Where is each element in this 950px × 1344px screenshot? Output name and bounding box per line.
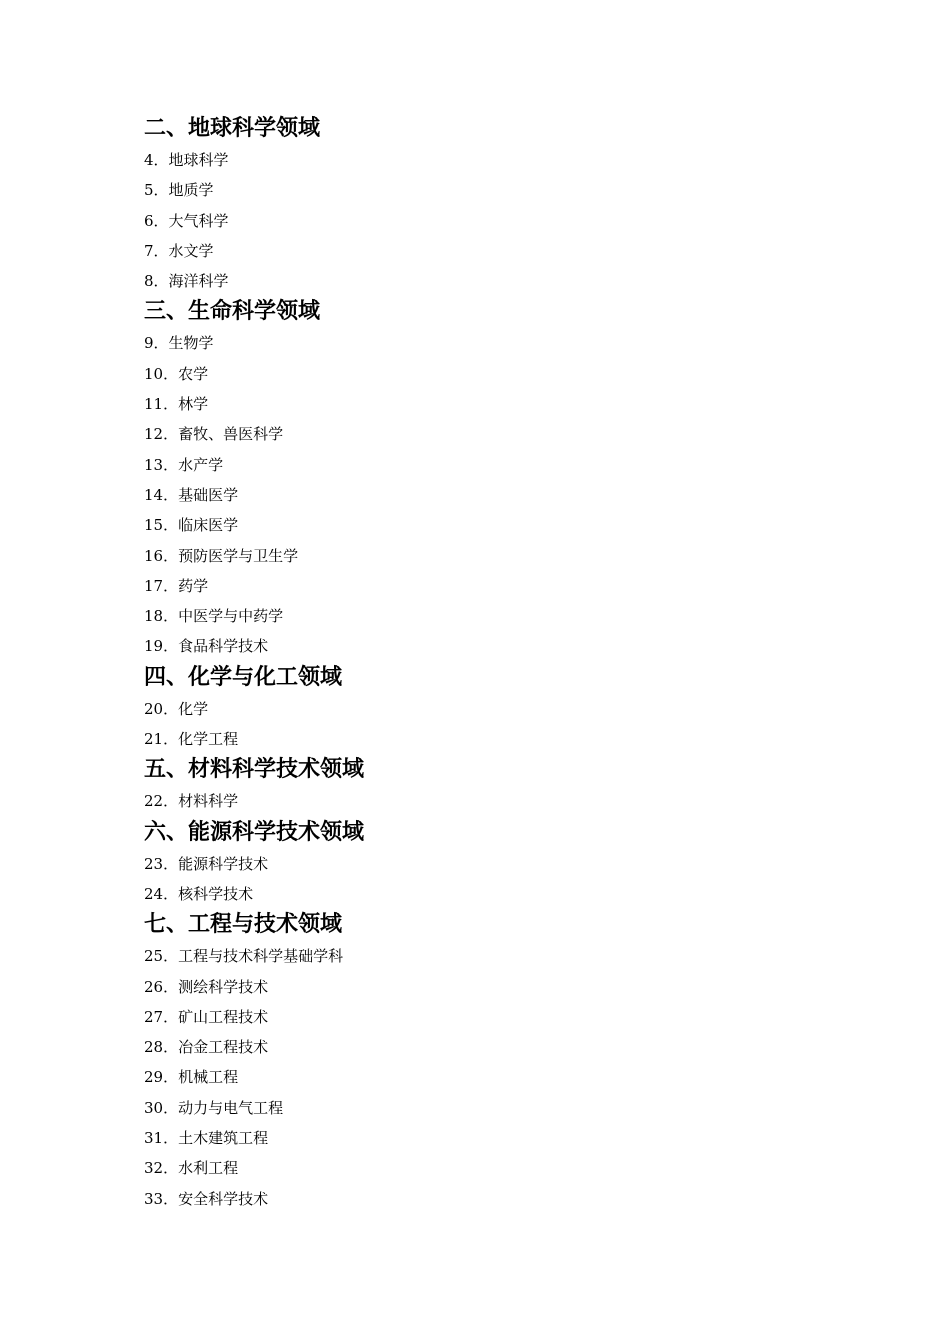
list-item: 10．农学	[144, 364, 209, 383]
list-item: 24．核科学技术	[144, 884, 254, 903]
list-item: 15．临床医学	[144, 516, 239, 535]
list-item: 33．安全科学技术	[144, 1189, 269, 1208]
list-item: 17．药学	[144, 576, 209, 595]
list-item: 19．食品科学技术	[144, 637, 269, 656]
list-item: 20．化学	[144, 699, 209, 718]
list-item: 18．中医学与中药学	[144, 607, 284, 626]
list-item: 4．地球科学	[144, 151, 229, 169]
document-page	[144, 113, 844, 1214]
section-life-science	[144, 296, 844, 661]
list-item: 29．机械工程	[144, 1068, 239, 1087]
section-title: 七、工程与技术领域	[144, 912, 343, 938]
list-item: 12．畜牧、兽医科学	[144, 425, 284, 444]
list-item: 16．预防医学与卫生学	[144, 546, 299, 565]
list-item: 5．地质学	[144, 181, 214, 200]
list-item: 28．冶金工程技术	[144, 1038, 269, 1057]
list-item: 9．生物学	[144, 334, 214, 353]
list-item: 30．动力与电气工程	[144, 1098, 284, 1117]
section-title: 四、化学与化工领域	[144, 664, 343, 690]
list-item: 14．基础医学	[144, 485, 239, 504]
section-energy	[144, 817, 844, 910]
section-earth-science	[144, 113, 844, 296]
list-item: 26．测绘科学技术	[144, 977, 269, 996]
list-item: 13．水产学	[144, 455, 224, 474]
list-item: 22．材料科学	[144, 792, 239, 811]
list-item: 25．工程与技术科学基础学科	[144, 947, 344, 966]
list-item: 32．水利工程	[144, 1159, 239, 1178]
list-item: 8．海洋科学	[144, 272, 229, 291]
section-chemistry	[144, 662, 844, 755]
section-title: 二、地球科学领域	[144, 116, 321, 141]
section-title: 五、材料科学技术领域	[144, 757, 365, 783]
list-item: 21．化学工程	[144, 730, 239, 749]
list-item: 6．大气科学	[144, 211, 229, 230]
list-item: 11．林学	[144, 395, 209, 414]
section-engineering	[144, 909, 844, 1214]
section-materials	[144, 754, 844, 816]
section-title: 三、生命科学领域	[144, 299, 321, 325]
list-item: 31．土木建筑工程	[144, 1129, 269, 1148]
list-item: 7．水文学	[144, 241, 214, 260]
list-item: 23．能源科学技术	[144, 854, 269, 873]
list-item: 27．矿山工程技术	[144, 1007, 269, 1026]
section-title: 六、能源科学技术领域	[144, 819, 365, 845]
